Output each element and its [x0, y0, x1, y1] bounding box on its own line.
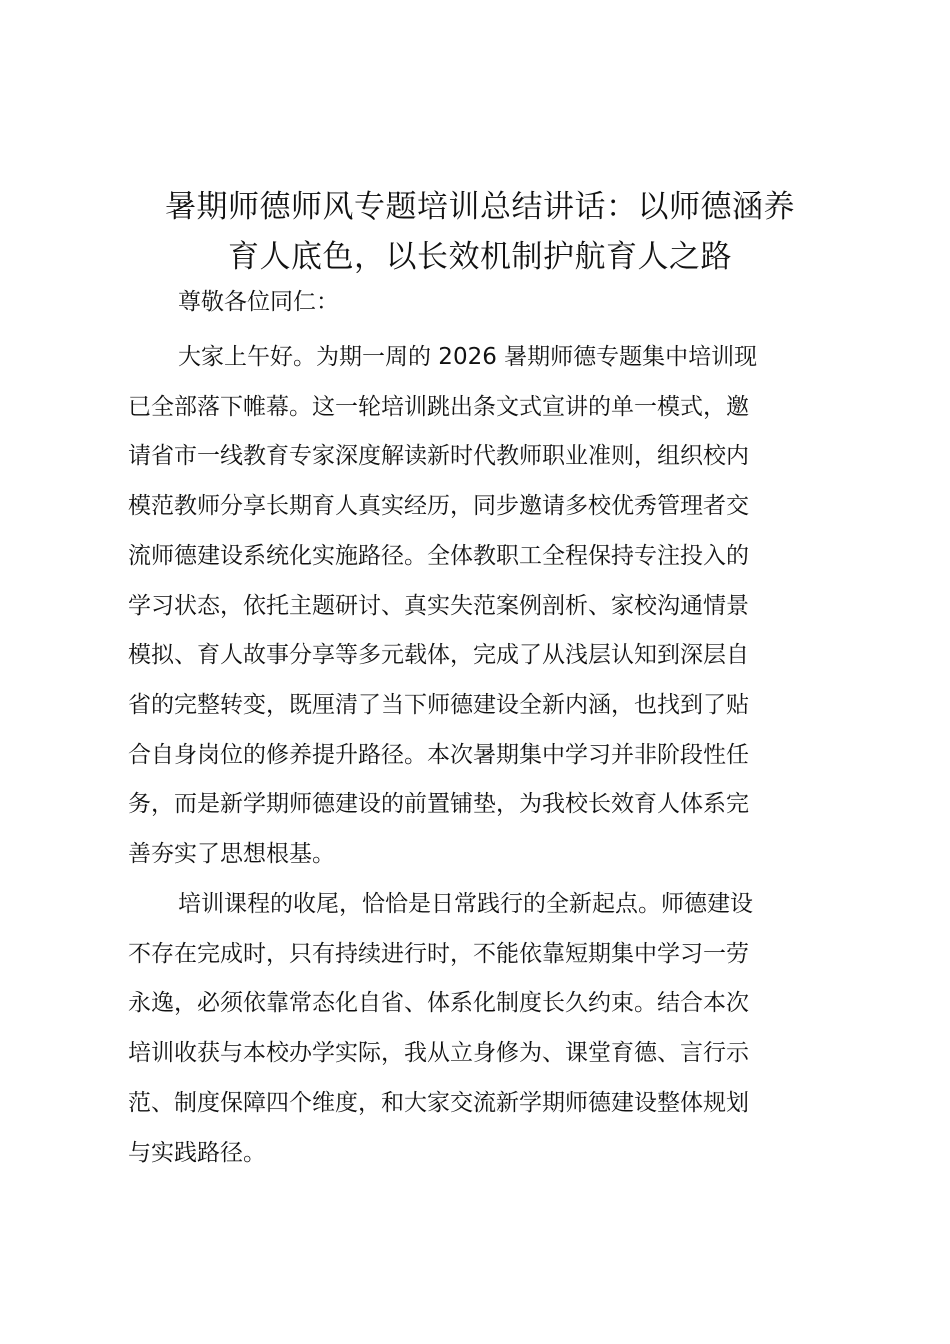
paragraph-line: 已全部落下帷幕。这一轮培训跳出条文式宣讲的单一模式，邀 [128, 393, 749, 420]
paragraph-line: 学习状态，依托主题研讨、真实失范案例剖析、家校沟通情景 [128, 592, 749, 619]
paragraph-line: 合自身岗位的修养提升路径。本次暑期集中学习并非阶段性任 [128, 741, 749, 768]
paragraph-line: 请省市一线教育专家深度解读新时代教师职业准则，组织校内 [128, 443, 749, 470]
paragraph-line: 永逸，必须依靠常态化自省、体系化制度长久约束。结合本次 [128, 990, 749, 1017]
paragraph-2 [128, 880, 834, 1178]
paragraph-line: 与实践路径。 [128, 1139, 266, 1166]
paragraph-line: 大家上午好。为期一周的 2026 暑期师德专题集中培训现 [178, 344, 758, 370]
title-line-2: 育人底色，以长效机制护航育人之路 [228, 239, 732, 275]
salutation: 尊敬各位同仁： [178, 289, 339, 315]
paragraph-line: 善夯实了思想根基。 [128, 841, 335, 868]
paragraph-line: 不存在完成时，只有持续进行时，不能依靠短期集中学习一劳 [128, 940, 749, 967]
paragraph-line: 模拟、育人故事分享等多元载体，完成了从浅层认知到深层自 [128, 642, 749, 669]
paragraph-line: 省的完整转变，既厘清了当下师德建设全新内涵，也找到了贴 [128, 691, 749, 718]
paragraph-line: 流师德建设系统化实施路径。全体教职工全程保持专注投入的 [128, 542, 749, 569]
document-title [118, 182, 842, 282]
paragraph-line: 范、制度保障四个维度，和大家交流新学期师德建设整体规划 [128, 1089, 749, 1116]
title-line-1: 暑期师德师风专题培训总结讲话：以师德涵养 [165, 189, 795, 225]
paragraph-line: 务，而是新学期师德建设的前置铺垫，为我校长效育人体系完 [128, 791, 749, 818]
paragraph-1 [128, 333, 834, 880]
paragraph-line: 培训收获与本校办学实际，我从立身修为、课堂育德、言行示 [128, 1040, 749, 1067]
paragraph-line: 培训课程的收尾，恰恰是日常践行的全新起点。师德建设 [178, 891, 753, 917]
paragraph-line: 模范教师分享长期育人真实经历，同步邀请多校优秀管理者交 [128, 493, 749, 520]
